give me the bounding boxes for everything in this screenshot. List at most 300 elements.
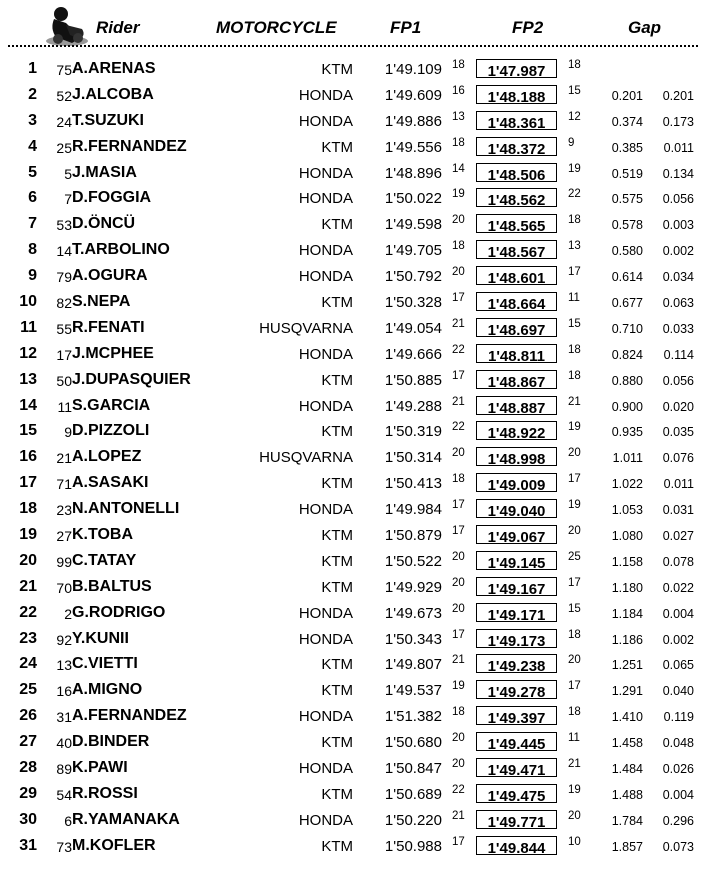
fp1-time-cell: 1'50.328 — [384, 294, 442, 312]
fp1-lap-cell: 17 — [452, 292, 465, 305]
gap-previous-cell: 0.035 — [662, 425, 694, 440]
fp1-lap-cell: 21 — [452, 809, 465, 822]
table-row — [0, 704, 704, 730]
results-table — [0, 57, 704, 860]
fp2-lap-cell: 13 — [568, 240, 581, 253]
rider-number-cell: 82 — [56, 295, 72, 312]
gap-first-cell: 1.186 — [611, 632, 643, 647]
gap-first-cell: 0.374 — [611, 114, 643, 129]
fp1-lap-cell: 17 — [452, 369, 465, 382]
fp1-time-cell: 1'49.556 — [384, 138, 442, 156]
fp2-time-cell: 1'48.998 — [487, 451, 546, 469]
table-row — [0, 342, 704, 368]
table-row — [0, 652, 704, 678]
motorcycle-cell: KTM — [321, 837, 353, 855]
fp2-time-cell: 1'49.278 — [487, 684, 546, 702]
fp2-best-time-box — [476, 59, 557, 78]
fp2-best-time-box — [476, 499, 557, 521]
position-cell: 16 — [19, 448, 37, 466]
fp2-time-cell: 1'48.188 — [487, 88, 546, 106]
fp2-best-time-box — [476, 111, 557, 130]
table-row — [0, 523, 704, 549]
rider-name-cell: T.SUZUKI — [72, 111, 144, 129]
fp2-best-time-box — [476, 85, 557, 104]
fp1-time-cell: 1'51.382 — [384, 708, 442, 726]
fp1-lap-cell: 20 — [452, 732, 465, 745]
position-cell: 2 — [28, 85, 37, 103]
gap-first-cell: 1.857 — [611, 839, 643, 854]
fp1-lap-cell: 18 — [452, 59, 465, 71]
table-row — [0, 264, 704, 290]
fp1-time-cell: 1'50.680 — [384, 734, 442, 752]
rider-number-cell: 9 — [64, 424, 72, 441]
position-cell: 24 — [19, 655, 37, 673]
fp2-time-cell: 1'49.445 — [487, 736, 546, 754]
fp2-lap-cell: 19 — [568, 421, 581, 434]
rider-name-cell: B.BALTUS — [72, 577, 152, 595]
fp1-lap-cell: 20 — [452, 266, 465, 279]
table-row — [0, 756, 704, 782]
fp2-time-cell: 1'48.887 — [487, 399, 546, 417]
gap-first-cell: 1.022 — [611, 477, 643, 492]
fp2-lap-cell: 18 — [568, 214, 581, 227]
fp1-time-cell: 1'50.022 — [384, 190, 442, 208]
fp1-time-cell: 1'50.220 — [384, 811, 442, 829]
fp2-time-cell: 1'48.372 — [487, 140, 546, 158]
fp2-time-cell: 1'48.567 — [487, 244, 546, 262]
fp2-best-time-box — [476, 758, 557, 780]
fp2-best-time-box — [476, 447, 557, 469]
rider-name-cell: R.FERNANDEZ — [72, 137, 187, 155]
fp2-best-time-box — [476, 732, 557, 754]
fp1-lap-cell: 20 — [452, 758, 465, 771]
position-cell: 28 — [19, 759, 37, 777]
rider-number-cell: 25 — [56, 139, 72, 156]
gap-previous-cell: 0.033 — [662, 321, 694, 336]
fp2-lap-cell: 17 — [568, 266, 581, 279]
gap-first-cell: 1.080 — [611, 529, 643, 544]
table-row — [0, 109, 704, 135]
fp2-lap-cell: 21 — [568, 395, 581, 408]
position-cell: 11 — [20, 318, 37, 336]
motorcycle-cell: KTM — [321, 785, 353, 803]
fp2-lap-cell: 18 — [568, 628, 581, 641]
gap-first-cell: 1.180 — [611, 580, 643, 595]
table-row — [0, 186, 704, 212]
gap-previous-cell: 0.031 — [662, 503, 694, 518]
position-cell: 6 — [28, 189, 37, 207]
gap-first-cell: 1.784 — [611, 813, 643, 828]
table-row — [0, 575, 704, 601]
fp1-time-cell: 1'50.319 — [384, 423, 442, 441]
position-cell: 3 — [28, 111, 37, 129]
gap-first-cell: 1.184 — [611, 606, 643, 621]
gap-first-cell: 1.251 — [611, 658, 643, 673]
rider-number-cell: 92 — [56, 631, 72, 648]
fp1-lap-cell: 19 — [452, 680, 465, 693]
rider-number-cell: 79 — [56, 269, 72, 286]
position-cell: 26 — [19, 707, 37, 725]
fp1-lap-cell: 20 — [452, 576, 465, 589]
header-rider: Rider — [96, 18, 140, 37]
header-fp2: FP2 — [512, 18, 544, 37]
gap-previous-cell: 0.034 — [662, 270, 694, 285]
position-cell: 4 — [28, 137, 37, 155]
fp2-time-cell: 1'49.067 — [487, 529, 546, 547]
gap-previous-cell: 0.063 — [662, 296, 694, 311]
fp2-lap-cell: 18 — [568, 59, 581, 71]
motorcycle-cell: KTM — [321, 578, 353, 596]
gap-previous-cell: 0.002 — [662, 244, 694, 259]
gap-previous-cell: 0.026 — [662, 762, 694, 777]
gap-first-cell: 0.880 — [611, 373, 643, 388]
table-row — [0, 627, 704, 653]
fp2-time-cell: 1'49.238 — [487, 658, 546, 676]
header-fp1: FP1 — [390, 18, 422, 37]
rider-name-cell: M.KOFLER — [72, 836, 156, 854]
rider-name-cell: N.ANTONELLI — [72, 500, 180, 518]
motorcycle-cell: HONDA — [298, 242, 353, 260]
motorcycle-cell: HONDA — [298, 397, 353, 415]
gap-previous-cell: 0.076 — [662, 451, 694, 466]
rider-number-cell: 16 — [56, 683, 72, 700]
gap-previous-cell: 0.078 — [662, 554, 694, 569]
position-cell: 15 — [19, 422, 37, 440]
fp2-time-cell: 1'49.771 — [487, 813, 546, 831]
rider-name-cell: R.ROSSI — [72, 784, 138, 802]
motorcycle-cell: KTM — [321, 371, 353, 389]
gap-previous-cell: 0.002 — [662, 632, 694, 647]
motorcycle-cell: KTM — [321, 734, 353, 752]
rider-name-cell: J.ALCOBA — [72, 85, 154, 103]
position-cell: 19 — [19, 526, 37, 544]
fp1-time-cell: 1'49.598 — [384, 216, 442, 234]
gap-previous-cell: 0.134 — [662, 166, 694, 181]
motorcycle-cell: KTM — [321, 656, 353, 674]
gap-previous-cell: 0.056 — [662, 192, 694, 207]
fp2-time-cell: 1'48.811 — [488, 347, 545, 365]
gap-first-cell: 0.580 — [611, 244, 643, 259]
table-row — [0, 290, 704, 316]
fp2-time-cell: 1'49.844 — [487, 839, 546, 857]
gap-first-cell: 1.291 — [611, 684, 643, 699]
gap-first-cell: 0.614 — [611, 270, 643, 285]
motorcycle-rider-icon — [44, 5, 90, 49]
header-gap: Gap — [628, 18, 662, 37]
fp1-time-cell: 1'49.666 — [384, 345, 442, 363]
fp2-time-cell: 1'48.664 — [487, 296, 546, 314]
fp2-best-time-box — [476, 421, 557, 443]
table-row — [0, 445, 704, 471]
table-row — [0, 83, 704, 109]
fp2-lap-cell: 15 — [568, 602, 581, 615]
rider-number-cell: 53 — [56, 217, 72, 234]
gap-previous-cell: 0.056 — [662, 373, 694, 388]
fp1-lap-cell: 20 — [452, 550, 465, 563]
rider-name-cell: R.FENATI — [72, 318, 145, 336]
fp2-time-cell: 1'49.471 — [487, 762, 546, 780]
fp1-lap-cell: 17 — [452, 525, 465, 538]
fp2-lap-cell: 19 — [568, 783, 581, 796]
fp1-time-cell: 1'49.673 — [384, 604, 442, 622]
rider-number-cell: 40 — [56, 735, 72, 752]
fp2-best-time-box — [476, 137, 557, 156]
fp2-lap-cell: 17 — [568, 576, 581, 589]
fp1-lap-cell: 18 — [452, 136, 465, 149]
position-cell: 29 — [19, 784, 37, 802]
motorcycle-cell: KTM — [321, 475, 353, 493]
motorcycle-cell: KTM — [321, 138, 353, 156]
fp2-time-cell: 1'49.173 — [487, 632, 546, 650]
fp2-best-time-box — [476, 629, 557, 648]
rider-number-cell: 75 — [56, 62, 72, 78]
position-cell: 5 — [28, 163, 37, 181]
gap-first-cell: 0.578 — [611, 218, 643, 233]
fp2-best-time-box — [476, 188, 557, 210]
fp1-lap-cell: 22 — [452, 343, 465, 356]
gap-first-cell: 0.575 — [611, 192, 643, 207]
fp2-lap-cell: 22 — [568, 188, 581, 201]
fp2-best-time-box — [476, 810, 557, 829]
motorcycle-cell: HUSQVARNA — [259, 449, 353, 467]
table-row — [0, 730, 704, 756]
gap-previous-cell: 0.065 — [662, 658, 694, 673]
position-cell: 8 — [28, 241, 37, 259]
fp2-lap-cell: 12 — [568, 110, 581, 123]
fp2-best-time-box — [476, 551, 557, 570]
rider-name-cell: T.ARBOLINO — [72, 241, 170, 259]
rider-number-cell: 52 — [56, 87, 72, 104]
fp1-lap-cell: 22 — [452, 421, 465, 434]
fp2-best-time-box — [476, 318, 557, 337]
fp2-time-cell: 1'48.361 — [487, 114, 546, 132]
gap-first-cell: 0.385 — [611, 140, 643, 155]
fp2-time-cell: 1'48.601 — [487, 270, 546, 288]
fp1-lap-cell: 18 — [452, 473, 465, 486]
motorcycle-cell: KTM — [321, 552, 353, 570]
header-divider — [8, 45, 698, 47]
gap-first-cell: 0.519 — [611, 166, 643, 181]
gap-previous-cell: 0.004 — [662, 606, 694, 621]
gap-previous-cell: 0.004 — [662, 787, 694, 802]
fp2-best-time-box — [476, 525, 557, 547]
fp2-best-time-box — [476, 473, 557, 495]
fp2-lap-cell: 20 — [568, 809, 581, 822]
rider-number-cell: 21 — [56, 450, 72, 467]
table-row — [0, 678, 704, 704]
table-row — [0, 471, 704, 497]
gap-first-cell: 0.824 — [611, 347, 643, 362]
fp2-best-time-box — [476, 603, 557, 622]
rider-number-cell: 23 — [56, 502, 72, 519]
fp2-time-cell: 1'48.562 — [487, 192, 546, 210]
rider-number-cell: 13 — [56, 657, 72, 674]
fp2-lap-cell: 11 — [568, 732, 580, 745]
rider-name-cell: K.TOBA — [72, 526, 134, 544]
table-row — [0, 57, 704, 83]
fp2-time-cell: 1'49.171 — [487, 606, 546, 624]
rider-name-cell: A.SASAKI — [72, 474, 149, 492]
fp2-time-cell: 1'49.040 — [487, 503, 546, 521]
rider-name-cell: G.RODRIGO — [72, 603, 166, 621]
motorcycle-cell: HONDA — [298, 345, 353, 363]
gap-previous-cell: 0.173 — [662, 114, 694, 129]
gap-previous-cell: 0.003 — [662, 218, 694, 233]
fp2-time-cell: 1'49.145 — [487, 554, 546, 572]
motorcycle-cell: HUSQVARNA — [259, 319, 353, 337]
rider-number-cell: 14 — [56, 243, 72, 260]
fp1-time-cell: 1'50.847 — [384, 760, 442, 778]
fp2-lap-cell: 15 — [568, 317, 581, 330]
table-row — [0, 808, 704, 834]
rider-number-cell: 6 — [64, 812, 72, 829]
fp2-best-time-box — [476, 370, 557, 389]
rider-number-cell: 27 — [56, 528, 72, 545]
fp1-time-cell: 1'49.807 — [384, 656, 442, 674]
motorcycle-cell: KTM — [321, 527, 353, 545]
gap-first-cell: 0.935 — [611, 425, 643, 440]
rider-number-cell: 71 — [56, 476, 72, 493]
motorcycle-cell: HONDA — [298, 630, 353, 648]
gap-first-cell: 1.484 — [611, 762, 643, 777]
fp1-lap-cell: 20 — [452, 447, 465, 460]
gap-first-cell: 1.410 — [611, 710, 643, 725]
fp2-time-cell: 1'49.009 — [487, 477, 546, 495]
position-cell: 13 — [19, 370, 37, 388]
fp1-time-cell: 1'50.522 — [384, 552, 442, 570]
rider-number-cell: 11 — [57, 398, 72, 415]
fp1-time-cell: 1'49.537 — [384, 682, 442, 700]
fp1-time-cell: 1'49.109 — [384, 61, 442, 78]
fp1-time-cell: 1'50.413 — [384, 475, 442, 493]
rider-number-cell: 5 — [64, 165, 72, 182]
rider-name-cell: D.PIZZOLI — [72, 422, 150, 440]
motorcycle-cell: KTM — [321, 682, 353, 700]
fp1-lap-cell: 20 — [452, 602, 465, 615]
rider-name-cell: D.FOGGIA — [72, 189, 152, 207]
rider-number-cell: 31 — [56, 709, 72, 726]
position-cell: 9 — [28, 267, 37, 285]
rider-name-cell: A.ARENAS — [72, 60, 156, 77]
gap-previous-cell: 0.011 — [663, 477, 694, 492]
motorcycle-cell: KTM — [321, 216, 353, 234]
fp2-lap-cell: 17 — [568, 680, 581, 693]
rider-name-cell: J.DUPASQUIER — [72, 370, 191, 388]
gap-previous-cell: 0.201 — [662, 88, 694, 103]
motorcycle-cell: HONDA — [298, 760, 353, 778]
gap-previous-cell: 0.027 — [662, 529, 694, 544]
header-motorcycle: MOTORCYCLE — [216, 18, 337, 37]
fp2-time-cell: 1'48.697 — [487, 321, 546, 339]
fp1-time-cell: 1'50.343 — [384, 630, 442, 648]
fp2-lap-cell: 15 — [568, 84, 581, 97]
position-cell: 1 — [28, 60, 37, 77]
gap-first-cell: 0.677 — [611, 296, 643, 311]
motorcycle-cell: HONDA — [298, 501, 353, 519]
rider-name-cell: A.FERNANDEZ — [72, 707, 187, 725]
fp1-time-cell: 1'49.705 — [384, 242, 442, 260]
position-cell: 7 — [28, 215, 37, 233]
fp2-lap-cell: 25 — [568, 550, 581, 563]
fp2-best-time-box — [476, 214, 557, 236]
motorcycle-cell: HONDA — [298, 708, 353, 726]
fp1-lap-cell: 17 — [452, 835, 465, 848]
table-row — [0, 419, 704, 445]
fp2-best-time-box — [476, 577, 557, 596]
table-row — [0, 368, 704, 394]
fp1-time-cell: 1'49.288 — [384, 397, 442, 415]
table-row — [0, 782, 704, 808]
position-cell: 18 — [19, 500, 37, 518]
fp1-time-cell: 1'49.054 — [384, 319, 442, 337]
position-cell: 31 — [19, 836, 37, 854]
position-cell: 23 — [19, 629, 37, 647]
fp2-time-cell: 1'48.867 — [487, 373, 546, 391]
position-cell: 21 — [19, 577, 37, 595]
fp1-time-cell: 1'48.896 — [384, 164, 442, 182]
rider-number-cell: 50 — [56, 372, 72, 389]
rider-name-cell: J.MASIA — [72, 163, 137, 181]
rider-name-cell: C.TATAY — [72, 551, 137, 569]
rider-name-cell: S.GARCIA — [72, 396, 151, 414]
gap-first-cell: 1.011 — [612, 451, 643, 466]
fp1-lap-cell: 17 — [452, 628, 465, 641]
fp2-lap-cell: 18 — [568, 369, 581, 382]
fp2-time-cell: 1'49.397 — [487, 710, 546, 728]
motorcycle-cell: HONDA — [298, 190, 353, 208]
rider-name-cell: R.YAMANAKA — [72, 810, 180, 828]
fp2-lap-cell: 21 — [568, 758, 581, 771]
fp2-lap-cell: 9 — [568, 136, 575, 149]
rider-name-cell: Y.KUNII — [72, 629, 129, 647]
motorcycle-cell: HONDA — [298, 811, 353, 829]
table-row — [0, 394, 704, 420]
fp2-best-time-box — [476, 396, 557, 415]
rider-number-cell: 55 — [56, 320, 72, 337]
rider-name-cell: A.LOPEZ — [72, 448, 142, 466]
motorcycle-cell: HONDA — [298, 268, 353, 286]
fp1-time-cell: 1'49.886 — [384, 112, 442, 130]
fp2-time-cell: 1'48.922 — [487, 425, 546, 443]
motorcycle-cell: HONDA — [298, 112, 353, 130]
rider-number-cell: 24 — [56, 113, 72, 130]
fp2-lap-cell: 19 — [568, 499, 581, 512]
position-cell: 20 — [19, 551, 37, 569]
rider-number-cell: 7 — [64, 191, 72, 208]
fp1-lap-cell: 17 — [452, 499, 465, 512]
fp2-time-cell: 1'48.506 — [487, 166, 546, 184]
rider-name-cell: S.NEPA — [72, 293, 131, 311]
gap-previous-cell: 0.048 — [662, 736, 694, 751]
motorcycle-cell: KTM — [321, 61, 353, 78]
rider-name-cell: J.MCPHEE — [72, 344, 154, 362]
fp1-lap-cell: 19 — [452, 188, 465, 201]
fp1-time-cell: 1'50.314 — [384, 449, 442, 467]
motorcycle-cell: KTM — [321, 423, 353, 441]
gap-previous-cell: 0.022 — [662, 580, 694, 595]
fp2-best-time-box — [476, 836, 557, 855]
gap-first-cell: 1.488 — [611, 787, 643, 802]
fp2-lap-cell: 20 — [568, 525, 581, 538]
rider-number-cell: 99 — [56, 553, 72, 570]
fp2-lap-cell: 18 — [568, 706, 581, 719]
table-row — [0, 238, 704, 264]
fp2-best-time-box — [476, 344, 557, 363]
rider-name-cell: D.ÖNCÜ — [72, 215, 136, 233]
fp2-lap-cell: 20 — [568, 447, 581, 460]
gap-previous-cell: 0.119 — [663, 710, 694, 725]
rider-name-cell: A.OGURA — [72, 267, 148, 285]
